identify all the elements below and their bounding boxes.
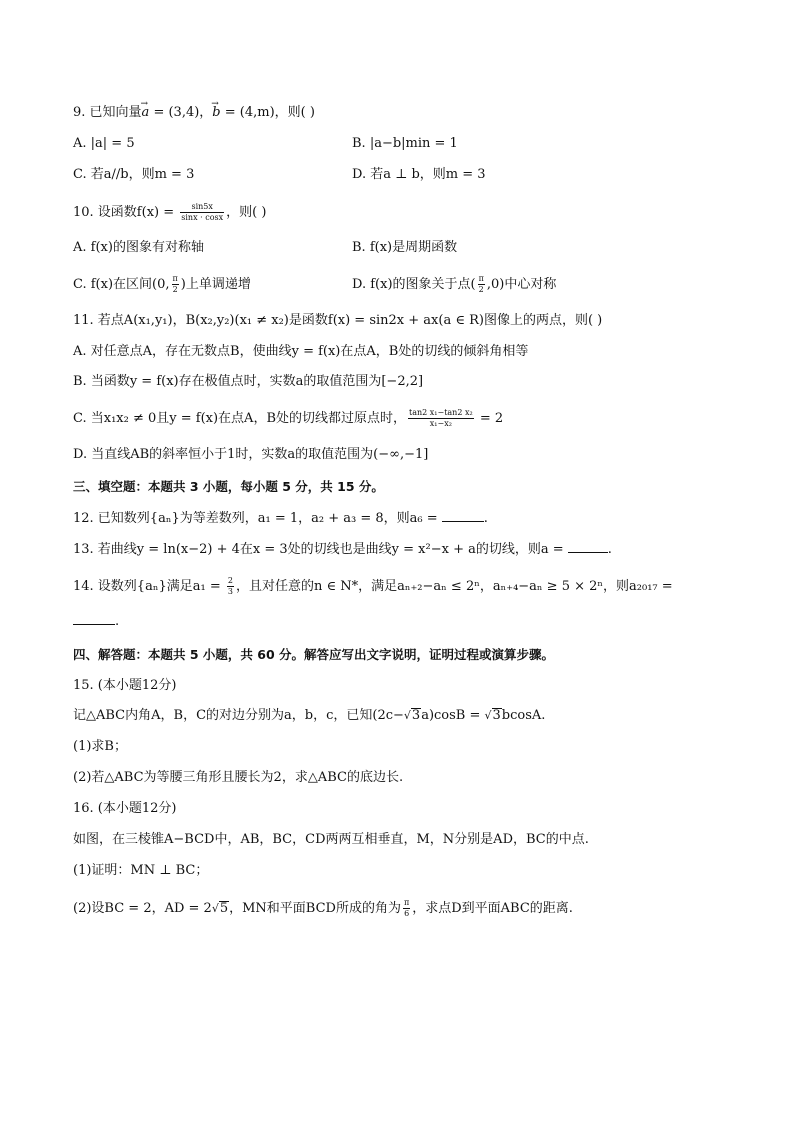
q9-option-d: D. 若a ⊥ b，则m = 3 xyxy=(352,167,486,182)
q10-stem-part: ，则( ) xyxy=(226,205,267,220)
q11-stem: 11. 若点A(x₁,y₁)，B(x₂,y₂)(x₁ ≠ x₂)是函数f(x) = sin2x + ax(a ∈ R)图像上的两点，则( ) xyxy=(73,313,603,328)
answer-blank xyxy=(73,612,115,625)
q14-fraction xyxy=(227,576,234,597)
q10-optd-part: ,0)中心对称 xyxy=(486,277,557,292)
q11-optc-part: = 2 xyxy=(475,411,504,426)
q11-option-c xyxy=(73,408,503,429)
vector-a: → a xyxy=(142,104,150,122)
q10-option-c xyxy=(73,274,251,295)
q12-end: . xyxy=(483,511,488,526)
q9-stem-part: = (4,m)，则( ) xyxy=(220,105,315,120)
q11-optc-part: C. 当x₁x₂ ≠ 0且y = f(x)在点A，B处的切线都过原点时， xyxy=(73,411,406,426)
q10-optd-fraction xyxy=(478,274,485,295)
q10-frac-num: sin5x xyxy=(180,202,224,213)
q14-end: . xyxy=(115,614,120,629)
q10-option-a: A. f(x)的图象有对称轴 xyxy=(73,240,204,255)
q12-stem xyxy=(73,509,488,528)
q9-option-b: B. |a−b|min = 1 xyxy=(352,136,458,151)
vector-b: → b xyxy=(212,104,220,122)
sqrt-sign: √ xyxy=(403,709,411,722)
q13-end: . xyxy=(607,542,612,557)
sqrt-radicand: 3 xyxy=(411,708,421,723)
q15-title: 15. (本小题12分) xyxy=(73,678,177,693)
q13-text: 13. 若曲线y = ln(x−2) + 4在x = 3处的切线也是曲线y = x²−x + a的切线，则a = xyxy=(73,542,568,557)
q15-part-2: (2)若△ABC为等腰三角形且腰长为2，求△ABC的底边长. xyxy=(73,770,404,785)
frac-num: 2 xyxy=(227,576,233,585)
q9-stem-part: 9. 已知向量 xyxy=(73,105,142,120)
q9-stem xyxy=(73,104,315,122)
q14-text: ，且对任意的n ∈ N*，满足aₙ₊₂−aₙ ≤ 2ⁿ，aₙ₊₄−aₙ ≥ 5 × 2ⁿ，则a₂₀₁₇ = xyxy=(235,579,673,594)
q9-option-c: C. 若a//b，则m = 3 xyxy=(73,167,195,182)
q11-optc-fraction xyxy=(408,408,474,429)
q14-text: 14. 设数列{aₙ}满足a₁ = xyxy=(73,579,225,594)
q10-option-d xyxy=(352,274,556,295)
q10-fraction xyxy=(180,202,224,223)
q15-text: a)cosB = xyxy=(421,708,485,723)
answer-blank xyxy=(568,540,608,553)
frac-num: tan2 x₁−tan2 x₂ xyxy=(409,408,473,417)
sqrt-radicand: 5 xyxy=(219,901,229,916)
q15-stem xyxy=(73,707,545,725)
q16-part-2 xyxy=(73,898,573,919)
q11-option-b: B. 当函数y = f(x)存在极值点时，实数a的取值范围为[−2,2] xyxy=(73,374,424,389)
section-4-heading: 四、解答题：本题共 5 小题，共 60 分。解答应写出文字说明，证明过程或演算步骤。 xyxy=(73,647,555,662)
q12-text: 12. 已知数列{aₙ}为等差数列，a₁ = 1，a₂ + a₃ = 8，则a₆ = xyxy=(73,511,442,526)
q16-text: ，求点D到平面ABC的距离. xyxy=(412,901,573,916)
q16-title: 16. (本小题12分) xyxy=(73,801,177,816)
q9-stem-part: = (3,4)， xyxy=(149,105,213,120)
section-3-heading: 三、填空题：本题共 3 小题，每小题 5 分，共 15 分。 xyxy=(73,479,384,494)
q16-fraction xyxy=(403,898,410,919)
q10-optd-part: D. f(x)的图象关于点( xyxy=(352,277,476,292)
q10-option-b: B. f(x)是周期函数 xyxy=(352,240,458,255)
frac-num: π xyxy=(172,274,178,283)
sqrt-sign: √ xyxy=(211,902,219,915)
q10-optc-part: )上单调递增 xyxy=(180,277,251,292)
frac-den: x₁−x₂ xyxy=(429,419,452,428)
q9-option-a: A. |a| = 5 xyxy=(73,136,135,151)
q14-answer-line xyxy=(73,612,119,631)
q16-stem: 如图，在三棱锥A−BCD中，AB，BC，CD两两互相垂直，M，N分别是AD，BC的中点. xyxy=(73,832,589,847)
frac-num: π xyxy=(403,898,410,907)
q16-text: ，MN和平面BCD所成的角为 xyxy=(229,901,401,916)
q11-option-d: D. 当直线AB的斜率恒小于1时，实数a的取值范围为(−∞,−1] xyxy=(73,447,429,462)
frac-den: 2 xyxy=(172,285,178,294)
frac-den: 6 xyxy=(404,909,410,918)
q10-optc-fraction xyxy=(172,274,179,295)
q15-text: bcosA. xyxy=(501,708,546,723)
q15-part-1: (1)求B； xyxy=(73,739,127,754)
q16-part-1: (1)证明：MN ⊥ BC； xyxy=(73,863,209,878)
sqrt-radicand: 3 xyxy=(492,708,501,723)
sqrt-sign: √ xyxy=(484,709,492,722)
q11-option-a: A. 对任意点A，存在无数点B，使曲线y = f(x)在点A，B处的切线的倾斜角相等 xyxy=(73,344,529,359)
q14-stem xyxy=(73,576,673,597)
frac-num: π xyxy=(478,274,484,283)
q15-text: 记△ABC内角A，B，C的对边分别为a，b，c，已知(2c− xyxy=(73,708,404,723)
answer-blank xyxy=(442,509,484,522)
frac-den: 3 xyxy=(227,587,233,596)
q13-stem xyxy=(73,540,612,559)
q10-frac-den: sinx · cosx xyxy=(181,213,224,222)
q10-stem-part: 10. 设函数f(x) = xyxy=(73,205,179,220)
q10-optc-part: C. f(x)在区间(0, xyxy=(73,277,170,292)
q16-text: (2)设BC = 2，AD = 2 xyxy=(73,901,212,916)
q10-stem xyxy=(73,202,266,223)
frac-den: 2 xyxy=(478,285,484,294)
